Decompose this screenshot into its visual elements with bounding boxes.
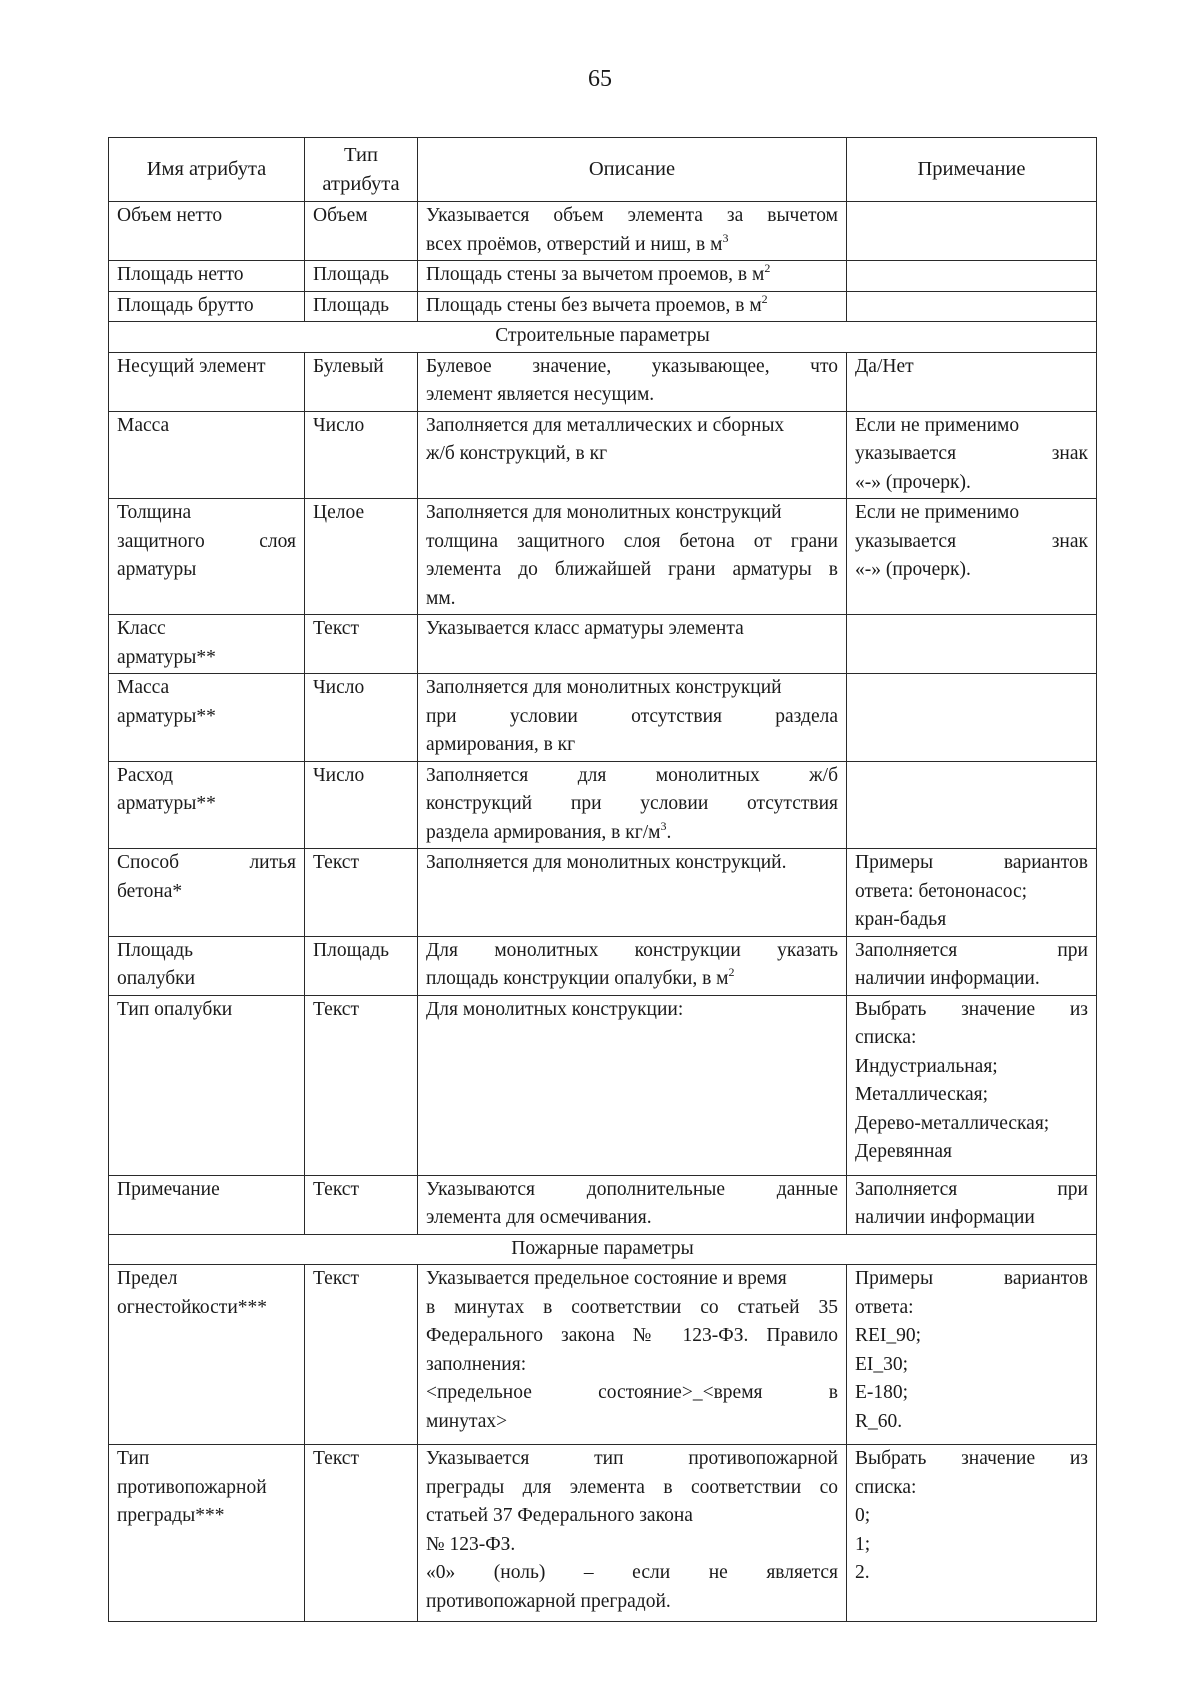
attribute-type: Текст [305, 1265, 418, 1445]
table-row [109, 202, 1097, 261]
attribute-description [418, 352, 847, 411]
description-line: в минутах в соответствии со статьей 35 [426, 1296, 838, 1318]
attribute-note [847, 674, 1097, 762]
description-line [426, 819, 838, 848]
table-header-row [109, 138, 1097, 202]
attribute-description [418, 291, 847, 322]
attribute-name [109, 849, 305, 937]
name-line: Способ литья [117, 852, 296, 873]
attribute-note [847, 291, 1097, 322]
attribute-name [109, 674, 305, 762]
name-line: защитного слоя [117, 530, 296, 552]
header-description: Описание [418, 138, 847, 202]
attribute-type: Площадь [305, 291, 418, 322]
note-line: ответа: [855, 1296, 914, 1318]
note-line: Дерево-металлическая; [855, 1112, 1050, 1134]
attribute-type: Число [305, 761, 418, 849]
superscript: 2 [764, 261, 771, 275]
name-line: Тип [117, 1448, 150, 1469]
description-line: преграды для элемента в соответствии со [426, 1476, 838, 1498]
note-line: Заполняется при [855, 1178, 1088, 1200]
description-line: «0» (ноль) – если не является [426, 1562, 838, 1583]
table-row [109, 1445, 1097, 1622]
section-row [109, 322, 1097, 353]
attribute-note [847, 1445, 1097, 1622]
description-line: <предельное состояние>_<время в [426, 1382, 838, 1403]
description-line: мм. [426, 587, 456, 609]
note-line: наличии информации [855, 1207, 1035, 1228]
attribute-description [418, 411, 847, 499]
description-line: Булевое значение, указывающее, что [426, 355, 838, 377]
note-line: 1; [855, 1533, 871, 1555]
name-line: опалубки [117, 968, 196, 989]
attribute-name [109, 761, 305, 849]
attribute-note [847, 261, 1097, 292]
table-row [109, 936, 1097, 995]
attribute-description [418, 499, 847, 615]
note-line: E-180; [855, 1382, 909, 1403]
description-text: площадь конструкции опалубки, в м [426, 968, 729, 989]
table-row [109, 499, 1097, 615]
attribute-note [847, 1175, 1097, 1234]
name-line: Класс [117, 618, 166, 639]
attribute-note [847, 202, 1097, 261]
attribute-type: Текст [305, 1175, 418, 1234]
attribute-type: Целое [305, 499, 418, 615]
attribute-description [418, 261, 847, 292]
attribute-description [418, 1265, 847, 1445]
note-line: Если не применимо [855, 502, 1020, 523]
attribute-description [418, 674, 847, 762]
attribute-note: Да/Нет [847, 352, 1097, 411]
superscript: 2 [728, 965, 735, 979]
name-line: Расход [117, 764, 174, 786]
name-line: арматуры** [117, 646, 216, 668]
description-line [426, 965, 838, 994]
note-line: указывается знак [855, 530, 1088, 552]
page-number: 65 [588, 66, 612, 92]
note-line: 2. [855, 1562, 870, 1583]
attribute-note [847, 995, 1097, 1175]
description-text: . [666, 821, 672, 843]
attribute-name [109, 1265, 305, 1445]
description-line: статьей 37 Федерального закона [426, 1505, 693, 1526]
attribute-description [418, 761, 847, 849]
table-row [109, 615, 1097, 674]
name-line: арматуры** [117, 793, 216, 814]
attribute-note [847, 499, 1097, 615]
attribute-description [418, 1175, 847, 1234]
note-line: 0; [855, 1505, 871, 1526]
description-line: Для монолитных конструкции указать [426, 939, 838, 961]
attribute-note [847, 411, 1097, 499]
section-row [109, 1234, 1097, 1265]
attribute-name [109, 615, 305, 674]
attribute-note [847, 849, 1097, 937]
description-line: Заполняется для монолитных ж/б [426, 764, 838, 786]
header-note: Примечание [847, 138, 1097, 202]
attribute-note [847, 1265, 1097, 1445]
superscript: 3 [660, 818, 667, 833]
attribute-name [109, 1445, 305, 1622]
attribute-name: Площадь нетто [109, 261, 305, 292]
description-line: Заполняется для металлических и сборных [426, 414, 785, 436]
attribute-type: Площадь [305, 261, 418, 292]
attribute-note [847, 936, 1097, 995]
note-line: REI_90; [855, 1325, 922, 1346]
table-row [109, 411, 1097, 499]
attribute-name: Масса [109, 411, 305, 499]
note-line: «-» (прочерк). [855, 471, 971, 493]
attribute-name: Примечание [109, 1175, 305, 1234]
table-row [109, 1175, 1097, 1234]
attribute-description [418, 202, 847, 261]
attribute-type: Число [305, 674, 418, 762]
note-line: Металлическая; [855, 1084, 989, 1105]
header-attribute-type: Тип атрибута [305, 138, 418, 202]
note-line: ответа: бетононасос; [855, 880, 1028, 902]
attribute-name [109, 936, 305, 995]
table-row [109, 352, 1097, 411]
description-line: Федерального закона № 123-ФЗ. Правило [426, 1325, 838, 1346]
description-line: конструкций при условии отсутствия [426, 793, 838, 814]
note-line: Выбрать значение из [855, 998, 1088, 1020]
attribute-name [109, 499, 305, 615]
description-line: Указываются дополнительные данные [426, 1178, 838, 1200]
table-row [109, 995, 1097, 1175]
name-line: Площадь [117, 939, 194, 961]
section-heading-fire: Пожарные параметры [109, 1234, 1097, 1265]
name-line: арматуры [117, 559, 197, 580]
superscript: 2 [761, 291, 768, 306]
description-line: Указывается предельное состояние и время [426, 1268, 787, 1289]
attribute-name: Тип опалубки [109, 995, 305, 1175]
description-line: при условии отсутствия раздела [426, 705, 838, 727]
attribute-note [847, 615, 1097, 674]
description-line: элемент является несущим. [426, 384, 655, 405]
description-line: противопожарной преградой. [426, 1590, 671, 1612]
note-line: Выбрать значение из [855, 1448, 1088, 1469]
attribute-description: Для монолитных конструкции: [418, 995, 847, 1175]
note-line: списка: [855, 1027, 917, 1048]
superscript: 3 [722, 230, 729, 245]
attribute-type: Текст [305, 1445, 418, 1622]
table-row [109, 261, 1097, 292]
attribute-name: Объем нетто [109, 202, 305, 261]
description-line: Заполняется для монолитных конструкций [426, 677, 782, 698]
note-line: EI_30; [855, 1353, 909, 1375]
attribute-note [847, 761, 1097, 849]
table-row [109, 674, 1097, 762]
attribute-type: Площадь [305, 936, 418, 995]
name-line: преграды*** [117, 1505, 225, 1526]
note-line: списка: [855, 1476, 917, 1498]
note-line: Примеры вариантов [855, 852, 1088, 873]
description-line [426, 231, 838, 260]
attribute-type: Текст [305, 849, 418, 937]
attribute-type: Текст [305, 615, 418, 674]
attribute-description: Заполняется для монолитных конструкций. [418, 849, 847, 937]
note-line: Деревянная [855, 1141, 953, 1162]
table-row [109, 849, 1097, 937]
description-text: Площадь стены за вычетом проемов, в м [426, 264, 765, 285]
name-line: огнестойкости*** [117, 1296, 268, 1318]
note-line: указывается знак [855, 443, 1088, 464]
description-line: ж/б конструкций, в кг [426, 443, 608, 464]
attribute-description [418, 1445, 847, 1622]
description-line: армирования, в кг [426, 734, 576, 755]
note-line: Заполняется при [855, 939, 1088, 961]
name-line: Масса [117, 677, 170, 698]
description-text: раздела армирования, в кг/м [426, 821, 661, 843]
attribute-name: Несущий элемент [109, 352, 305, 411]
description-text: всех проёмов, отверстий и ниш, в м [426, 233, 723, 255]
table-row [109, 1265, 1097, 1445]
section-heading-building: Строительные параметры [109, 322, 1097, 353]
note-line: Если не применимо [855, 414, 1020, 436]
note-line: Индустриальная; [855, 1055, 998, 1077]
description-line: элемента для осмечивания. [426, 1207, 652, 1228]
name-line: противопожарной [117, 1476, 267, 1498]
note-line: R_60. [855, 1410, 903, 1432]
table-row [109, 291, 1097, 322]
description-line: Указывается тип противопожарной [426, 1448, 838, 1469]
name-line: Предел [117, 1268, 178, 1289]
name-line: бетона* [117, 880, 183, 902]
header-attribute-name: Имя атрибута [109, 138, 305, 202]
attribute-type: Текст [305, 995, 418, 1175]
description-line: элемента до ближайшей грани арматуры в [426, 559, 838, 580]
attribute-name: Площадь брутто [109, 291, 305, 322]
attribute-description: Указывается класс арматуры элемента [418, 615, 847, 674]
description-line: минутах> [426, 1410, 508, 1432]
name-line: Толщина [117, 502, 192, 523]
description-line: толщина защитного слоя бетона от грани [426, 530, 838, 552]
table-row [109, 761, 1097, 849]
attribute-type: Число [305, 411, 418, 499]
description-line: № 123-ФЗ. [426, 1533, 516, 1555]
attribute-description [418, 936, 847, 995]
attribute-type: Объем [305, 202, 418, 261]
note-line: Примеры вариантов [855, 1268, 1088, 1289]
note-line: кран-бадья [855, 909, 947, 930]
description-text: Площадь стены без вычета проемов, в м [426, 294, 762, 316]
attribute-type: Булевый [305, 352, 418, 411]
name-line: арматуры** [117, 705, 216, 727]
attributes-table [108, 137, 1097, 1622]
description-line: Заполняется для монолитных конструкций [426, 502, 782, 523]
description-line: заполнения: [426, 1353, 527, 1375]
description-line: Указывается объем элемента за вычетом [426, 205, 838, 226]
note-line: наличии информации. [855, 968, 1040, 989]
note-line: «-» (прочерк). [855, 559, 971, 580]
